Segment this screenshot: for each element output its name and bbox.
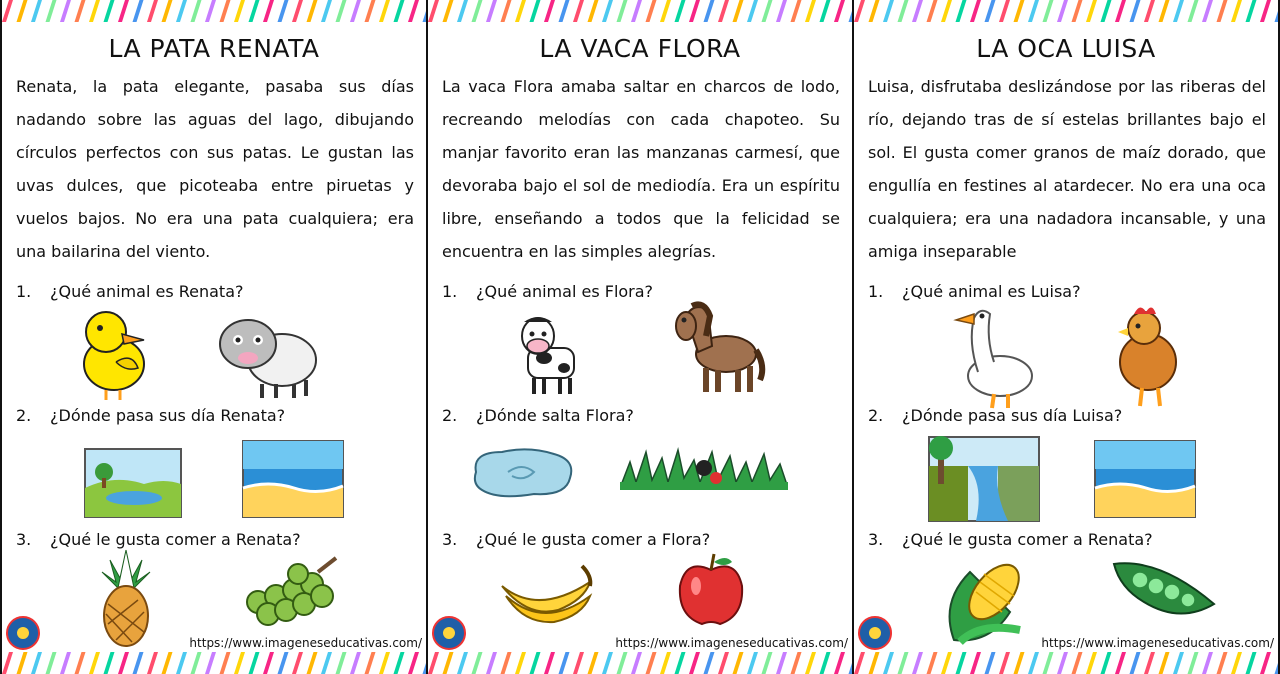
crayon-stroke — [394, 652, 405, 674]
question-3 — [868, 530, 1153, 549]
crayon-stroke — [559, 0, 570, 22]
crayon-stroke — [307, 652, 318, 674]
crayon-stroke — [1231, 652, 1242, 674]
crayon-stroke — [985, 0, 996, 22]
question-text: ¿Dónde pasa sus día Luisa? — [902, 406, 1123, 425]
crayon-stroke — [423, 652, 427, 674]
crayon-stroke — [31, 0, 42, 22]
question-1 — [868, 282, 1081, 301]
crayon-stroke — [559, 652, 570, 674]
brand-logo-icon — [6, 616, 40, 650]
crayon-stroke — [602, 652, 613, 674]
crayon-stroke — [1188, 652, 1199, 674]
crayon-stroke — [428, 652, 439, 674]
story-text: Renata, la pata elegante, pasaba sus días nadando sobre las aguas del lago, dibujando círculos perfectos con sus patas. Le gustan las uvas dulces, que picoteaba entre piruetas y vuelos bajos. No era una pata cualquiera; era una bailarina del viento. — [16, 77, 414, 261]
crayon-stroke — [176, 652, 187, 674]
peas-icon[interactable] — [1110, 552, 1218, 622]
worksheet-luisa — [854, 0, 1278, 674]
crayon-border-top — [2, 0, 426, 22]
crayon-stroke — [292, 0, 303, 22]
crayon-stroke — [350, 652, 361, 674]
question-3 — [16, 530, 301, 549]
crayon-stroke — [486, 652, 497, 674]
question-number: 2. — [868, 406, 884, 425]
crayon-stroke — [1101, 652, 1112, 674]
crayon-stroke — [883, 652, 894, 674]
crayon-stroke — [1202, 652, 1213, 674]
crayon-stroke — [956, 0, 967, 22]
crayon-stroke — [234, 0, 245, 22]
crayon-stroke — [501, 0, 512, 22]
crayon-stroke — [1231, 0, 1242, 22]
crayon-stroke — [646, 652, 657, 674]
crayon-border-top — [428, 0, 852, 22]
grass-icon[interactable] — [620, 442, 788, 492]
crayon-stroke — [307, 0, 318, 22]
crayon-border-top — [854, 0, 1278, 22]
crayon-stroke — [805, 0, 816, 22]
crayon-stroke — [1028, 652, 1039, 674]
crayon-stroke — [1057, 0, 1068, 22]
crayon-stroke — [805, 652, 816, 674]
crayon-stroke — [1159, 652, 1170, 674]
crayon-stroke — [1246, 652, 1257, 674]
sheep-icon[interactable] — [212, 304, 322, 400]
crayon-stroke — [133, 0, 144, 22]
crayon-stroke — [631, 652, 642, 674]
crayon-stroke — [486, 0, 497, 22]
crayon-stroke — [912, 652, 923, 674]
source-url[interactable]: https://www.imageneseducativas.com/ — [1041, 636, 1274, 650]
crayon-stroke — [883, 0, 894, 22]
question-text: ¿Qué animal es Renata? — [50, 282, 244, 301]
crayon-stroke — [336, 652, 347, 674]
question-number: 3. — [442, 530, 458, 549]
crayon-stroke — [1260, 0, 1271, 22]
crayon-stroke — [1188, 0, 1199, 22]
question-number: 2. — [16, 406, 32, 425]
crayon-stroke — [1260, 652, 1271, 674]
brand-logo-icon — [432, 616, 466, 650]
crayon-stroke — [834, 652, 845, 674]
crayon-stroke — [1086, 652, 1097, 674]
crayon-stroke — [927, 652, 938, 674]
crayon-stroke — [1014, 652, 1025, 674]
worksheet-flora — [428, 0, 852, 674]
crayon-stroke — [791, 0, 802, 22]
corn-icon[interactable] — [940, 552, 1040, 648]
question-2 — [868, 406, 1122, 425]
crayon-stroke — [999, 0, 1010, 22]
crayon-border-bottom — [2, 652, 426, 674]
crayon-stroke — [747, 0, 758, 22]
crayon-stroke — [1173, 0, 1184, 22]
crayon-stroke — [104, 0, 115, 22]
source-url[interactable]: https://www.imageneseducativas.com/ — [615, 636, 848, 650]
crayon-stroke — [762, 0, 773, 22]
crayon-stroke — [220, 652, 231, 674]
crayon-stroke — [675, 0, 686, 22]
crayon-stroke — [1173, 652, 1184, 674]
crayon-stroke — [2, 652, 13, 674]
crayon-stroke — [1043, 652, 1054, 674]
crayon-stroke — [118, 652, 129, 674]
worksheet-title: LA PATA RENATA — [108, 34, 320, 63]
question-number: 1. — [16, 282, 32, 301]
question-number: 2. — [442, 406, 458, 425]
crayon-stroke — [350, 0, 361, 22]
crayon-stroke — [1159, 0, 1170, 22]
crayon-stroke — [776, 0, 787, 22]
crayon-stroke — [1275, 652, 1279, 674]
crayon-stroke — [617, 652, 628, 674]
crayon-stroke — [278, 652, 289, 674]
crayon-stroke — [689, 652, 700, 674]
crayon-stroke — [912, 0, 923, 22]
crayon-stroke — [1144, 0, 1155, 22]
crayon-stroke — [747, 652, 758, 674]
crayon-stroke — [718, 652, 729, 674]
crayon-stroke — [133, 652, 144, 674]
crayon-stroke — [869, 0, 880, 22]
crayon-stroke — [2, 0, 13, 22]
crayon-stroke — [617, 0, 628, 22]
crayon-stroke — [394, 0, 405, 22]
crayon-stroke — [220, 0, 231, 22]
crayon-stroke — [249, 0, 260, 22]
question-1 — [16, 282, 244, 301]
beach-icon[interactable] — [1094, 440, 1196, 518]
crayon-stroke — [1130, 652, 1141, 674]
crayon-stroke — [704, 652, 715, 674]
crayon-stroke — [854, 0, 865, 22]
crayon-stroke — [660, 652, 671, 674]
question-text: ¿Dónde pasa sus día Renata? — [50, 406, 286, 425]
question-2 — [442, 406, 634, 425]
crayon-stroke — [849, 0, 853, 22]
crayon-stroke — [675, 652, 686, 674]
duck-chick-icon[interactable] — [66, 302, 166, 402]
crayon-stroke — [104, 652, 115, 674]
crayon-stroke — [263, 652, 274, 674]
crayon-stroke — [1217, 0, 1228, 22]
crayon-stroke — [443, 0, 454, 22]
crayon-stroke — [1072, 0, 1083, 22]
crayon-stroke — [544, 652, 555, 674]
crayon-stroke — [457, 0, 468, 22]
crayon-stroke — [1072, 652, 1083, 674]
crayon-stroke — [75, 0, 86, 22]
crayon-stroke — [1130, 0, 1141, 22]
crayon-stroke — [941, 652, 952, 674]
apple-icon[interactable] — [676, 552, 746, 626]
crayon-stroke — [457, 652, 468, 674]
crayon-stroke — [791, 652, 802, 674]
crayon-stroke — [1246, 0, 1257, 22]
story-text: Luisa, disfrutaba deslizándose por las riberas del río, dejando tras de sí estelas brillantes bajo el sol. El gusta comer granos de maíz dorado, que engullía en festines al atardecer. No era una oca cualquiera; era una nadadora incansable, y una amiga inseparable — [868, 77, 1266, 261]
crayon-stroke — [46, 0, 57, 22]
crayon-stroke — [530, 0, 541, 22]
question-3 — [442, 530, 710, 549]
crayon-stroke — [191, 0, 202, 22]
crayon-stroke — [60, 652, 71, 674]
crayon-stroke — [660, 0, 671, 22]
goose-icon[interactable] — [950, 302, 1040, 412]
horse-icon[interactable] — [668, 296, 768, 396]
crayon-stroke — [515, 652, 526, 674]
crayon-stroke — [1043, 0, 1054, 22]
crayon-stroke — [573, 0, 584, 22]
worksheet-title: LA OCA LUISA — [976, 34, 1156, 63]
crayon-stroke — [854, 652, 865, 674]
crayon-stroke — [17, 652, 28, 674]
crayon-stroke — [205, 652, 216, 674]
crayon-stroke — [1028, 0, 1039, 22]
crayon-stroke — [820, 0, 831, 22]
crayon-stroke — [762, 652, 773, 674]
question-number: 1. — [442, 282, 458, 301]
crayon-stroke — [191, 652, 202, 674]
crayon-stroke — [292, 652, 303, 674]
crayon-stroke — [849, 652, 853, 674]
crayon-stroke — [631, 0, 642, 22]
hen-icon[interactable] — [1106, 300, 1186, 408]
crayon-stroke — [985, 652, 996, 674]
crayon-stroke — [869, 652, 880, 674]
crayon-stroke — [733, 652, 744, 674]
crayon-stroke — [515, 0, 526, 22]
crayon-stroke — [544, 0, 555, 22]
crayon-stroke — [89, 0, 100, 22]
crayon-stroke — [428, 0, 439, 22]
crayon-stroke — [898, 0, 909, 22]
crayon-stroke — [898, 652, 909, 674]
question-text: ¿Qué le gusta comer a Renata? — [50, 530, 301, 549]
crayon-stroke — [834, 0, 845, 22]
crayon-stroke — [408, 0, 419, 22]
crayon-stroke — [1144, 652, 1155, 674]
crayon-stroke — [1086, 0, 1097, 22]
crayon-stroke — [176, 0, 187, 22]
crayon-stroke — [408, 652, 419, 674]
question-text: ¿Qué le gusta comer a Renata? — [902, 530, 1153, 549]
crayon-stroke — [205, 0, 216, 22]
question-number: 3. — [16, 530, 32, 549]
crayon-stroke — [646, 0, 657, 22]
crayon-stroke — [1217, 652, 1228, 674]
question-text: ¿Dónde salta Flora? — [476, 406, 634, 425]
crayon-stroke — [278, 0, 289, 22]
crayon-stroke — [588, 0, 599, 22]
brand-logo-icon — [858, 616, 892, 650]
crayon-stroke — [602, 0, 613, 22]
story-text: La vaca Flora amaba saltar en charcos de lodo, recreando melodías con cada chapoteo. Su manjar favorito eran las manzanas carmesí, que devoraba bajo el sol de mediodía. Era un espíritu libre, enseñando a todos que la felicidad se encuentra en las simples alegrías. — [442, 77, 840, 261]
crayon-stroke — [365, 0, 376, 22]
river-icon[interactable] — [928, 436, 1040, 522]
crayon-stroke — [147, 652, 158, 674]
crayon-stroke — [704, 0, 715, 22]
question-number: 1. — [868, 282, 884, 301]
crayon-stroke — [379, 652, 390, 674]
crayon-stroke — [31, 652, 42, 674]
crayon-stroke — [573, 652, 584, 674]
crayon-stroke — [1057, 652, 1068, 674]
crayon-stroke — [733, 0, 744, 22]
question-2 — [16, 406, 285, 425]
crayon-stroke — [423, 0, 427, 22]
crayon-stroke — [162, 652, 173, 674]
crayon-stroke — [472, 652, 483, 674]
crayon-stroke — [718, 0, 729, 22]
crayon-stroke — [820, 652, 831, 674]
crayon-stroke — [443, 652, 454, 674]
question-text: ¿Qué animal es Flora? — [476, 282, 654, 301]
crayon-stroke — [927, 0, 938, 22]
crayon-stroke — [501, 652, 512, 674]
crayon-stroke — [118, 0, 129, 22]
crayon-stroke — [689, 0, 700, 22]
crayon-stroke — [999, 652, 1010, 674]
crayon-stroke — [75, 652, 86, 674]
cow-icon[interactable] — [514, 312, 584, 396]
crayon-stroke — [1115, 652, 1126, 674]
crayon-stroke — [1275, 0, 1279, 22]
crayon-stroke — [263, 0, 274, 22]
crayon-stroke — [970, 0, 981, 22]
crayon-stroke — [89, 652, 100, 674]
beach-icon[interactable] — [242, 440, 344, 518]
crayon-stroke — [321, 0, 332, 22]
puddle-icon[interactable] — [468, 444, 578, 500]
crayon-stroke — [1014, 0, 1025, 22]
question-number: 3. — [868, 530, 884, 549]
grapes-icon[interactable] — [238, 552, 344, 628]
question-1 — [442, 282, 653, 301]
crayon-stroke — [1115, 0, 1126, 22]
lake-landscape-icon[interactable] — [84, 448, 182, 518]
crayon-stroke — [321, 652, 332, 674]
crayon-stroke — [1101, 0, 1112, 22]
crayon-stroke — [1202, 0, 1213, 22]
question-text: ¿Qué animal es Luisa? — [902, 282, 1081, 301]
pineapple-icon[interactable] — [98, 548, 154, 648]
crayon-stroke — [249, 652, 260, 674]
crayon-stroke — [941, 0, 952, 22]
crayon-border-bottom — [428, 652, 852, 674]
crayon-stroke — [162, 0, 173, 22]
crayon-stroke — [60, 0, 71, 22]
crayon-stroke — [234, 652, 245, 674]
crayon-stroke — [956, 652, 967, 674]
crayon-stroke — [379, 0, 390, 22]
crayon-stroke — [530, 652, 541, 674]
crayon-stroke — [776, 652, 787, 674]
crayon-stroke — [147, 0, 158, 22]
crayon-stroke — [970, 652, 981, 674]
crayon-stroke — [336, 0, 347, 22]
crayon-stroke — [17, 0, 28, 22]
worksheet-title: LA VACA FLORA — [539, 34, 741, 63]
worksheet-renata — [2, 0, 426, 674]
crayon-stroke — [365, 652, 376, 674]
crayon-stroke — [472, 0, 483, 22]
question-text: ¿Qué le gusta comer a Flora? — [476, 530, 711, 549]
crayon-border-bottom — [854, 652, 1278, 674]
bananas-icon[interactable] — [498, 556, 598, 626]
source-url[interactable]: https://www.imageneseducativas.com/ — [189, 636, 422, 650]
crayon-stroke — [588, 652, 599, 674]
crayon-stroke — [46, 652, 57, 674]
